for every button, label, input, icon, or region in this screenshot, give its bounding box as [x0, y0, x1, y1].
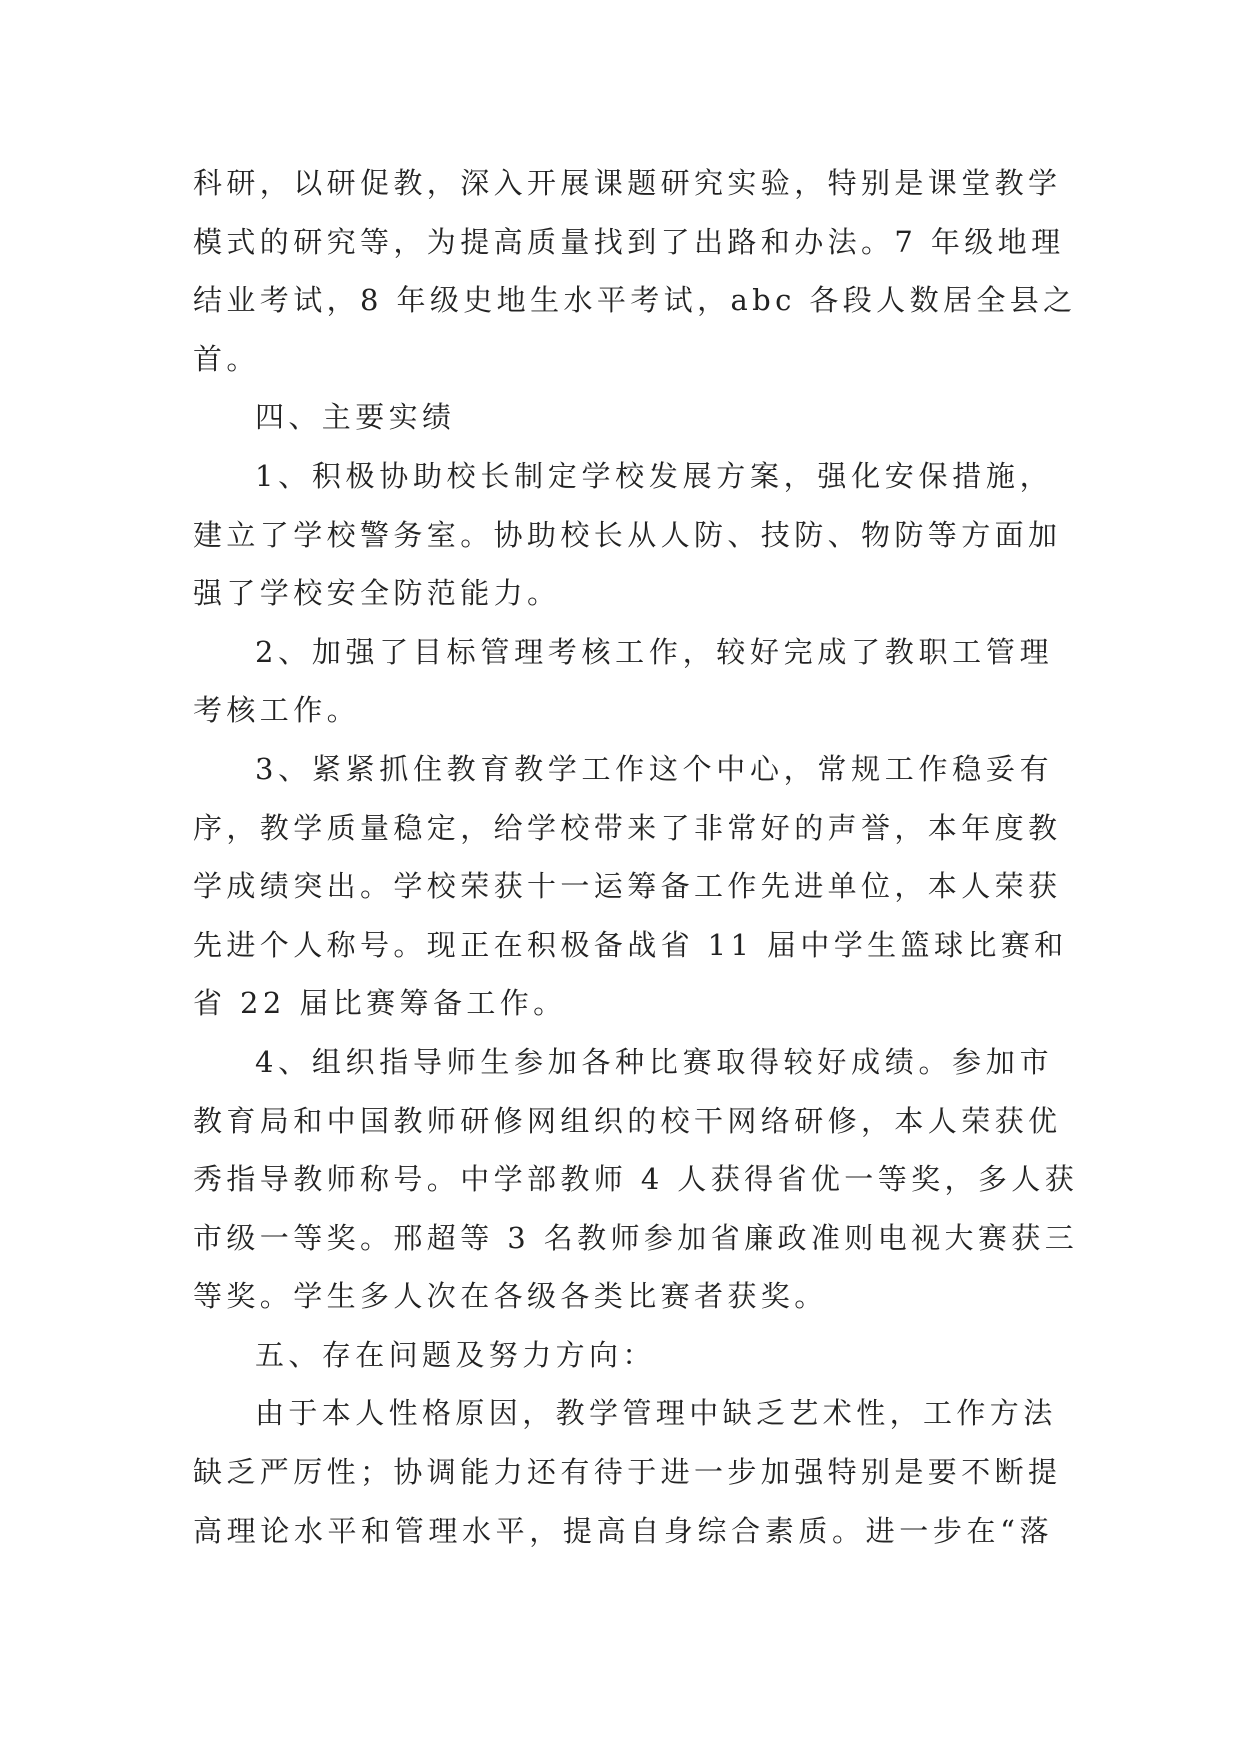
paragraph-research-summary	[193, 154, 1077, 388]
text-line: 省 22 届比赛筹备工作。	[193, 986, 567, 1021]
text-line: 等奖。学生多人次在各级各类比赛者获奖。	[193, 1279, 828, 1314]
text-line: 教育局和中国教师研修网组织的校干网络研修，本人荣获优	[193, 1103, 1062, 1138]
text-line: 学成绩突出。学校荣获十一运筹备工作先进单位，本人荣获	[193, 869, 1062, 904]
section-heading-achievements	[193, 388, 1053, 447]
text-line: 先进个人称号。现正在积极备战省 11 届中学生篮球比赛和	[193, 927, 1068, 962]
heading-text: 四、主要实绩	[255, 400, 456, 435]
text-line: 考核工作。	[193, 693, 361, 728]
text-line: 建立了学校警务室。协助校长从人防、技防、物防等方面加	[193, 517, 1062, 552]
paragraph-item-4	[193, 1033, 1079, 1326]
text-line: 2、加强了目标管理考核工作，较好完成了教职工管理	[255, 634, 1053, 669]
text-line: 缺乏严厉性；协调能力还有待于进一步加强特别是要不断提	[193, 1455, 1062, 1490]
text-line: 科研，以研促教，深入开展课题研究实验，特别是课堂教学	[193, 166, 1062, 200]
text-line: 高理论水平和管理水平，提高自身综合素质。进一步在“落	[193, 1513, 1053, 1548]
text-line: 序，教学质量稳定，给学校带来了非常好的声誉，本年度教	[193, 810, 1062, 845]
text-line: 秀指导教师称号。中学部教师 4 人获得省优一等奖，多人获	[193, 1162, 1079, 1197]
paragraph-problems	[193, 1384, 1062, 1560]
text-line: 首。	[193, 341, 260, 376]
text-line: 结业考试，8 年级史地生水平考试，abc 各段人数居全县之	[193, 283, 1077, 318]
paragraph-item-2	[193, 623, 1053, 740]
text-line: 由于本人性格原因，教学管理中缺乏艺术性，工作方法	[255, 1396, 1057, 1431]
paragraph-item-3	[193, 740, 1068, 1033]
text-line: 强了学校安全防范能力。	[193, 576, 561, 611]
document-body	[193, 154, 1079, 1560]
section-heading-problems	[193, 1326, 1053, 1385]
text-line: 市级一等奖。邢超等 3 名教师参加省廉政准则电视大赛获三	[193, 1220, 1079, 1255]
text-line: 1、积极协助校长制定学校发展方案，强化安保措施，	[255, 458, 1053, 493]
text-line: 模式的研究等，为提高质量找到了出路和办法。7 年级地理	[193, 224, 1065, 259]
paragraph-item-1	[193, 447, 1062, 623]
heading-text: 五、存在问题及努力方向：	[255, 1337, 656, 1372]
text-line: 4、组织指导师生参加各种比赛取得较好成绩。参加市	[255, 1044, 1053, 1079]
text-line: 3、紧紧抓住教育教学工作这个中心，常规工作稳妥有	[255, 751, 1053, 786]
